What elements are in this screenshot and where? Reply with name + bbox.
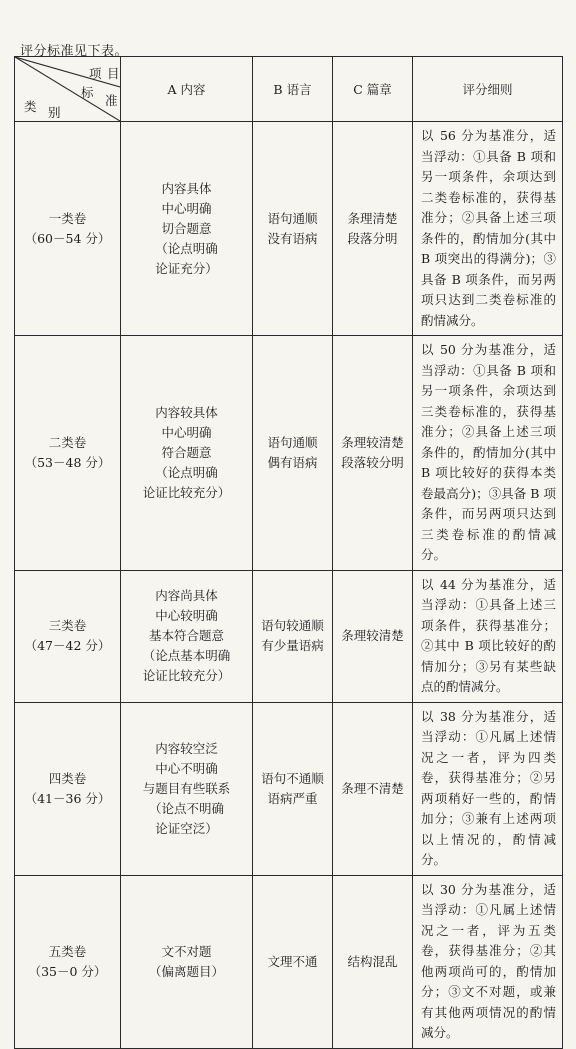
category-name: 一类卷 bbox=[48, 210, 87, 226]
caption: 评分标准见下表。 bbox=[20, 44, 129, 59]
content-cell bbox=[121, 570, 253, 702]
content-line: 内容具体 bbox=[161, 180, 212, 196]
language-line: 没有语病 bbox=[267, 230, 318, 246]
structure-cell bbox=[333, 570, 413, 702]
content-cell bbox=[121, 875, 253, 1048]
category-cell bbox=[15, 122, 121, 336]
category-cell bbox=[15, 702, 121, 875]
scoring-detail: 以 50 分为基准分，适当浮动：①具备 B 项和另一项条件，余项达到三类卷标准的，获得基准分；②具备上述三项条件的，酌情加分(其中 B 项比较好的获得本类卷最高分)；③具备 B 项条件，而另两项只达到三类卷标准的酌情减分。 bbox=[421, 342, 556, 562]
header-content: A 内容 bbox=[121, 57, 253, 122]
category-cell bbox=[15, 570, 121, 702]
content-line: （论点明确 bbox=[155, 464, 218, 480]
scoring-detail-cell bbox=[413, 875, 563, 1048]
header-scoring-rules: 评分细则 bbox=[413, 57, 563, 122]
content-line: （论点不明确 bbox=[148, 800, 224, 816]
content-line: 论证充分） bbox=[155, 260, 218, 276]
structure-cell bbox=[333, 122, 413, 336]
language-cell bbox=[253, 122, 333, 336]
content-line: 中心明确 bbox=[161, 200, 212, 216]
language-line: 语句通顺 bbox=[267, 434, 318, 450]
table-row bbox=[15, 875, 563, 1048]
language-line: 语句不通顺 bbox=[261, 770, 324, 786]
content-line: 中心不明确 bbox=[155, 760, 218, 776]
content-line: 内容较具体 bbox=[155, 404, 218, 420]
structure-cell bbox=[333, 336, 413, 571]
category-range: （53－48 分） bbox=[24, 454, 111, 470]
content-line: 内容较空泛 bbox=[155, 740, 218, 756]
content-line: 基本符合题意 bbox=[148, 628, 224, 643]
content-cell bbox=[121, 122, 253, 336]
category-range: （41－36 分） bbox=[24, 790, 111, 806]
language-cell bbox=[253, 875, 333, 1048]
language-line: 语句较通顺 bbox=[261, 618, 324, 633]
header-biao: 标 bbox=[81, 85, 94, 100]
scoring-detail: 以 56 分为基准分，适当浮动：①具备 B 项和另一项条件，余项达到二类卷标准的，获得基准分；②具备上述三项条件的，酌情加分(其中 B 项突出的得满分)；③具备 B 项条件，而另两项只达到二类卷标准的酌情减分。 bbox=[421, 128, 556, 328]
content-line: 符合题意 bbox=[161, 444, 212, 460]
content-line: 论证空泛） bbox=[155, 820, 218, 836]
table-row bbox=[15, 702, 563, 875]
structure-line: 段落分明 bbox=[347, 230, 398, 246]
content-cell bbox=[121, 336, 253, 571]
content-line: （论点明确 bbox=[155, 240, 218, 256]
table-row bbox=[15, 570, 563, 702]
scoring-detail: 以 44 分为基准分，适当浮动：①具备上述三项条件，获得基准分；②其中 B 项比较好的酌情加分；③另有某些缺点的酌情减分。 bbox=[421, 576, 556, 694]
content-line: 与题目有些联系 bbox=[142, 780, 231, 796]
language-line: 语病严重 bbox=[267, 790, 318, 806]
scoring-detail-cell bbox=[413, 702, 563, 875]
scoring-detail: 以 38 分为基准分，适当浮动：①凡属上述情况之一者，评为四类卷，获得基准分；②另两项稍好一些的，酌情加分；③兼有上述两项以上情况的，酌情减分。 bbox=[421, 708, 556, 867]
structure-line: 结构混乱 bbox=[347, 953, 398, 969]
structure-line: 段落较分明 bbox=[341, 454, 404, 470]
language-line: 语句通顺 bbox=[267, 210, 318, 226]
category-cell bbox=[15, 875, 121, 1048]
category-name: 四类卷 bbox=[48, 770, 87, 786]
structure-cell bbox=[333, 702, 413, 875]
category-range: （47－42 分） bbox=[24, 638, 111, 653]
content-line: 论证比较充分） bbox=[142, 668, 231, 683]
scoring-detail-cell bbox=[413, 122, 563, 336]
header-xiang: 项 bbox=[89, 66, 102, 81]
header-structure: C 篇章 bbox=[333, 57, 413, 122]
language-cell bbox=[253, 336, 333, 571]
structure-line: 条理较清楚 bbox=[341, 628, 404, 643]
structure-line: 条理不清楚 bbox=[341, 780, 404, 796]
language-line: 文理不通 bbox=[267, 953, 318, 969]
header-row bbox=[15, 57, 563, 122]
category-name: 五类卷 bbox=[48, 943, 87, 959]
header-zhun: 准 bbox=[105, 93, 118, 108]
category-name: 三类卷 bbox=[48, 618, 87, 633]
language-line: 偶有语病 bbox=[267, 454, 318, 470]
scoring-detail: 以 30 分为基准分，适当浮动：①凡属上述情况之一者，评为五类卷，获得基准分；②其他两项尚可的，酌情加分；③文不对题，或兼有其他两项情况的酌情减分。 bbox=[421, 881, 556, 1040]
content-cell bbox=[121, 702, 253, 875]
category-cell bbox=[15, 336, 121, 571]
content-line: 中心较明确 bbox=[155, 608, 218, 623]
header-language: B 语言 bbox=[253, 57, 333, 122]
language-cell bbox=[253, 570, 333, 702]
structure-cell bbox=[333, 875, 413, 1048]
structure-line: 条理较清楚 bbox=[341, 434, 404, 450]
content-line: （偏离题目） bbox=[148, 963, 224, 979]
rubric-table bbox=[14, 56, 563, 1049]
content-line: 中心明确 bbox=[161, 424, 212, 440]
header-lei: 类 bbox=[24, 99, 37, 114]
content-line: 切合题意 bbox=[161, 220, 212, 236]
category-range: （35－0 分） bbox=[28, 963, 107, 979]
content-line: 文不对题 bbox=[161, 943, 212, 959]
content-line: （论点基本明确 bbox=[142, 648, 231, 663]
scoring-detail-cell bbox=[413, 336, 563, 571]
diagonal-header-cell bbox=[15, 57, 121, 122]
table-row bbox=[15, 122, 563, 336]
content-line: 内容尚具体 bbox=[155, 588, 218, 603]
table-row bbox=[15, 336, 563, 571]
scoring-detail-cell bbox=[413, 570, 563, 702]
language-line: 有少量语病 bbox=[261, 638, 324, 653]
header-bie: 别 bbox=[48, 105, 61, 120]
content-line: 论证比较充分） bbox=[142, 484, 231, 500]
structure-line: 条理清楚 bbox=[347, 210, 398, 226]
category-range: （60－54 分） bbox=[24, 230, 111, 246]
language-cell bbox=[253, 702, 333, 875]
header-mu: 目 bbox=[107, 66, 120, 81]
category-name: 二类卷 bbox=[48, 434, 87, 450]
